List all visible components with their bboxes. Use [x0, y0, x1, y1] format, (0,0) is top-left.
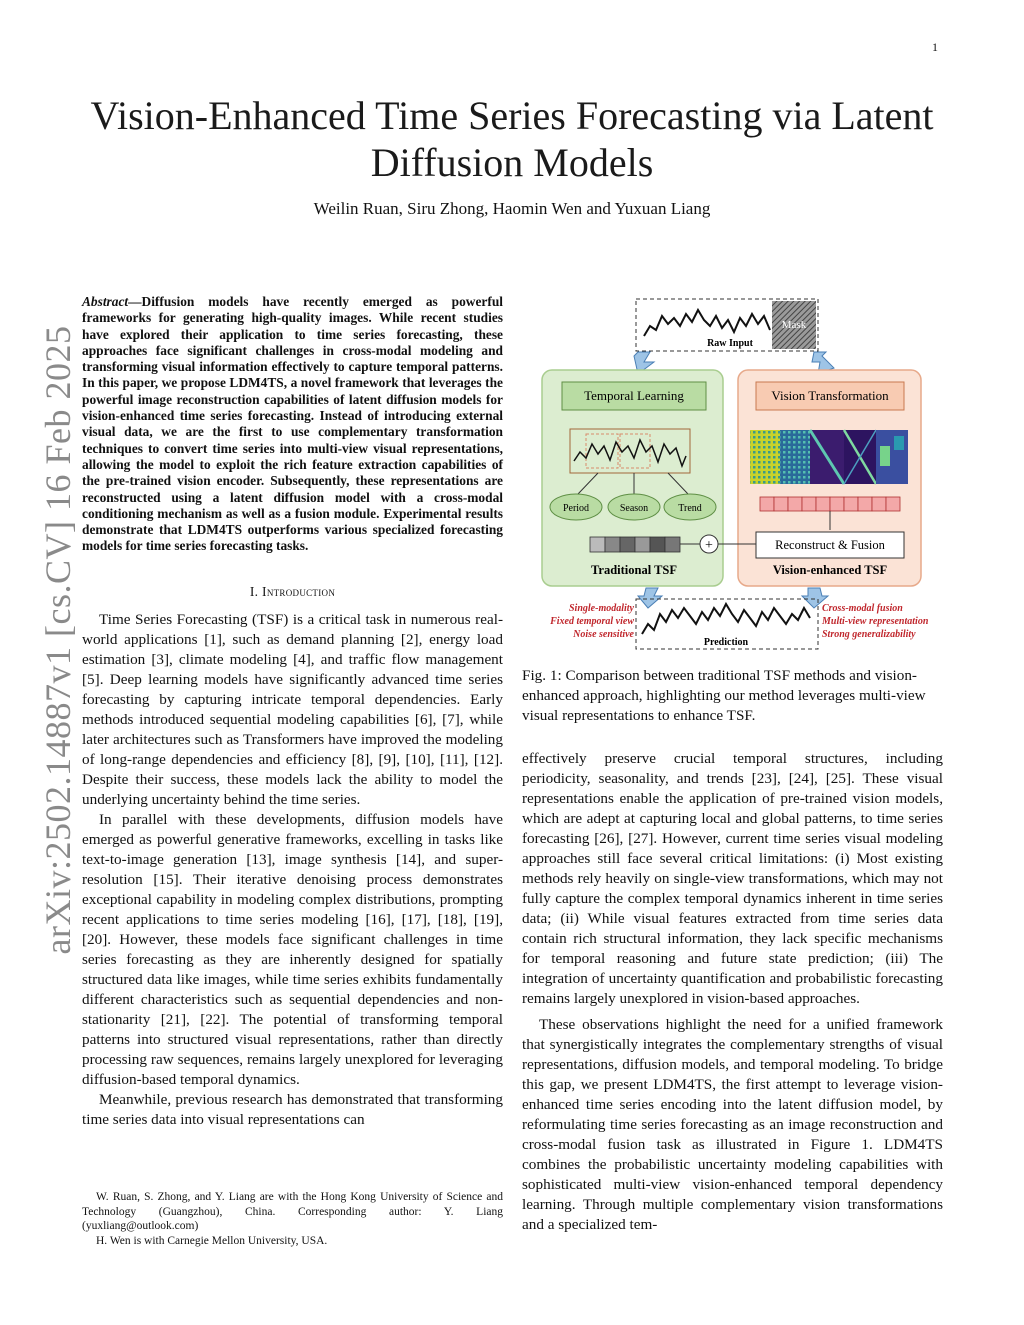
abstract-label: Abstract	[82, 294, 129, 309]
season-label: Season	[619, 503, 649, 514]
note-generalizability: Strong generalizability	[822, 629, 916, 640]
note-single-modality: Single-modality	[569, 603, 634, 614]
prediction-label: Prediction	[703, 637, 749, 648]
period-label: Period	[562, 503, 590, 514]
figure-1-diagram	[538, 296, 928, 652]
note-cross-modal: Cross-modal fusion	[822, 603, 903, 614]
trend-label: Trend	[678, 503, 702, 514]
vision-transformation-label: Vision Transformation	[771, 388, 889, 403]
vision-image-tiles	[750, 430, 908, 484]
abstract	[82, 294, 503, 555]
temporal-embedding-bar	[590, 537, 680, 552]
abstract-text: —Diffusion models have recently emerged as powerful frameworks for generating high-quality images. While recent studies have explored their application to time series forecasting, these approaches face significant challenges in cross-modal modeling and transforming visual information effectively to capture temporal patterns. In this paper, we propose LDM4TS, a novel framework that leverages the powerful image reconstruction capabilities of latent diffusion models for vision-enhanced time series forecasting. Instead of introducing external visual data, we are the first to use complementary transformation techniques to convert time series into multi-view visual representations, allowing the model to exploit the rich feature extraction capabilities of the pre-trained vision encoder. Subsequently, these representations are reconstructed using a latent diffusion model with a cross-modal conditioning mechanism as well as a fusion module. Experimental results demonstrate that LDM4TS outperforms various specialized forecasting models for time series forecasting tasks.	[82, 294, 503, 554]
arxiv-stamp: arXiv:2502.14887v1 [cs.CV] 16 Feb 2025	[38, 325, 78, 955]
paragraph: These observations highlight the need for a unified framework that synergistically integrates the complementary strengths of visual representations, diffusion models, and temporal modeling. To bridge this gap, we present LDM4TS, the first attempt to leverage vision-enhanced time series encoding into the latent diffusion model, by reformulating time series forecasting as an image reconstruction and cross-modal fusion task as illustrated in Figure 1. LDM4TS combines the probabilistic uncertainty modeling capabilities with sophisticated multi-view vision-enhanced temporal dependency learning. Through multiple complementary vision transformations and a specialized tem-	[522, 1016, 943, 1233]
left-column-body	[82, 610, 503, 1130]
section-title: Introduction	[262, 584, 336, 599]
note-multi-view: Multi-view representation	[822, 616, 928, 627]
paper-title: Vision-Enhanced Time Series Forecasting via Latent Diffusion Models	[90, 93, 934, 185]
vision-embedding-bar	[760, 497, 900, 511]
right-column-body	[522, 749, 943, 1235]
footnote: W. Ruan, S. Zhong, and Y. Liang are with the Hong Kong University of Science and Technology (Guangzhou), China. Corresponding author: Y. Liang (yuxliang@outlook.com)	[82, 1191, 503, 1232]
temporal-learning-label: Temporal Learning	[584, 388, 684, 403]
section-heading	[82, 584, 503, 600]
figure-caption: Fig. 1: Comparison between traditional TSF methods and vision-enhanced approach, highlighting our method leverages multi-view visual representations to enhance TSF.	[522, 667, 926, 724]
note-noise-sensitive: Noise sensitive	[573, 629, 634, 640]
page-number: 1	[932, 40, 938, 54]
note-fixed-view: Fixed temporal view	[550, 616, 634, 627]
paragraph: Time Series Forecasting (TSF) is a critical task in numerous real-world applications [1], such as demand planning [2], energy load estimation [3], climate modeling [4], and traffic flow management [5]. Deep learning models have significantly advanced time series forecasting by capturing intricate temporal dependencies. Early methods introduced sequential modeling capabilities [6], [7], while later architectures such as Transformers have improved the modeling of long-range dependencies and efficiency [8], [9], [10], [11], [12]. Despite their success, these models lack the ability to model the underlying uncertainty behind the time series.	[82, 611, 503, 808]
paragraph: effectively preserve crucial temporal structures, including periodicity, seasonality, and trends [23], [24], [25]. These visual representations enable the application of pre-trained vision models, which are adept at capturing local and global patterns, to time series forecasting [26], [27]. However, current time series visual modeling approaches still face several critical limitations: (i) Most existing methods rely heavily on single-view transformations, which may not fully capture the complex temporal dynamics inherent in time series data; (ii) While visual features extracted from time series data contain rich structural information, they lack specific mechanisms for temporal reasoning and future state prediction; (iii) The integration of uncertainty quantification and probabilistic forecasting remains largely unexplored in vision-based approaches.	[522, 750, 943, 1007]
traditional-tsf-label: Traditional TSF	[590, 563, 678, 577]
paragraph: In parallel with these developments, diffusion models have emerged as powerful generative frameworks, excelling in tasks like text-to-image generation [13], image synthesis [14], and super-resolution [15]. Their iterative denoising process demonstrates exceptional capability in modeling complex distributions, prompting recent applications to time series modeling [16], [17], [18], [19], [20]. However, these models face significant challenges in time series forecasting as they are inherently designed for spatially structured data like images, while time series exhibits fundamentally different characteristics such as sequential dependencies and non-stationarity [21], [22]. The potential of transforming temporal patterns into structured visual representations, rather than directly processing raw sequences, remains largely unexplored for leveraging diffusion-based temporal dynamics.	[82, 811, 503, 1088]
reconstruct-fusion-label: Reconstruct & Fusion	[775, 538, 885, 552]
arrow-to-prediction-left	[638, 588, 662, 608]
raw-input-label: Raw Input	[707, 338, 753, 349]
section-number: I.	[249, 584, 259, 599]
prediction-series-line	[642, 604, 810, 634]
plus-sign: +	[705, 538, 713, 553]
paragraph: Meanwhile, previous research has demonstrated that transforming time series data into visual representations can	[82, 1091, 503, 1128]
mask-label: Mask	[781, 319, 807, 331]
footnotes	[82, 1190, 503, 1248]
raw-series-line	[644, 310, 770, 336]
author-list: Weilin Ruan, Siru Zhong, Haomin Wen and Yuxuan Liang	[313, 199, 711, 218]
footnote: H. Wen is with Carnegie Mellon University, USA.	[96, 1234, 328, 1247]
vision-tsf-label: Vision-enhanced TSF	[772, 563, 888, 577]
